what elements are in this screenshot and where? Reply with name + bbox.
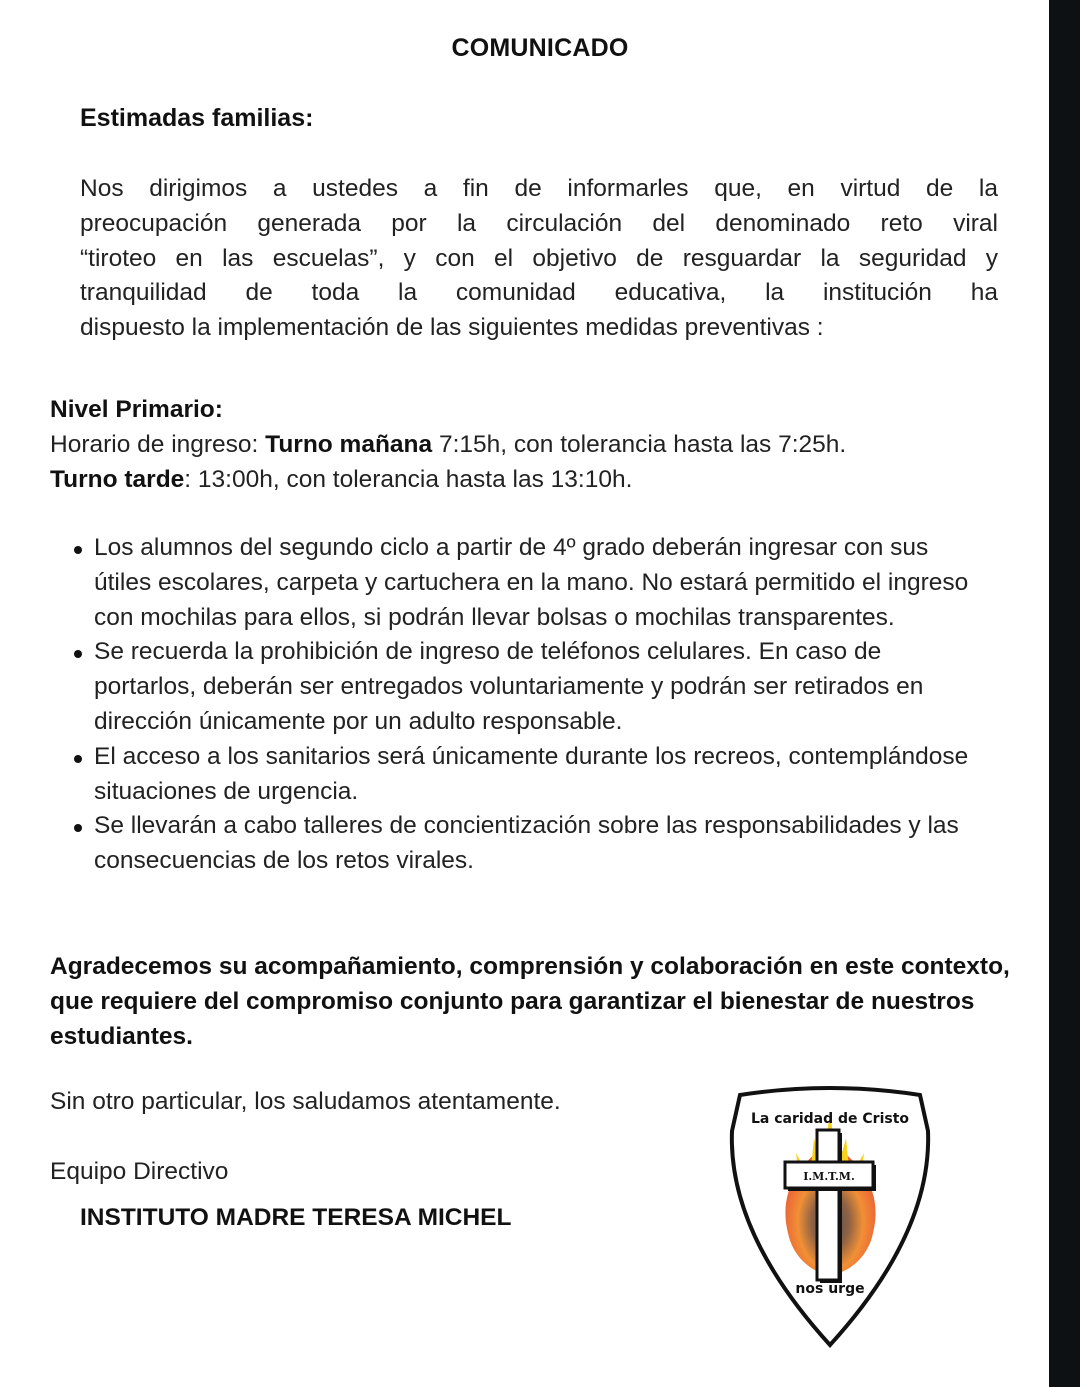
measures-list (70, 531, 980, 879)
morning-shift-text: 7:15h, con tolerancia hasta las 7:25h. (432, 431, 847, 458)
list-item-text: El acceso a los sanitarios será únicamente durante los recreos, contemplándose situaciones de urgencia. (94, 742, 969, 805)
signature-school: INSTITUTO MADRE TERESA MICHEL (80, 1204, 512, 1231)
section-heading: Nivel Primario: (50, 396, 223, 423)
list-item-text: Se llevarán a cabo talleres de concientización sobre las responsabilidades y las consecuencias de los retos virales. (94, 812, 959, 875)
schedule-line (50, 427, 1010, 462)
school-crest-logo (718, 1083, 942, 1349)
list-item (70, 531, 980, 635)
intro-line: tranquilidad de toda la comunidad educativa, la institución ha (80, 279, 998, 307)
list-item (70, 740, 980, 810)
intro-line: Nos dirigimos a ustedes a fin de informarles que, en virtud de la (80, 175, 998, 202)
intro-line: dispuesto la implementación de las siguientes medidas preventivas : (80, 314, 824, 342)
crest-initials: I.M.T.M. (803, 1170, 855, 1183)
thanks-paragraph: Agradecemos su acompañamiento, comprensión y colaboración en este contexto, que requiere del compromiso conjunto para garantizar el bienestar de nuestros estudiantes. (50, 953, 1010, 1050)
intro-paragraph (80, 172, 998, 346)
bullet-icon (74, 755, 82, 763)
bullet-icon (74, 650, 82, 658)
crest-motto-bottom: nos urge (795, 1281, 865, 1297)
crest-motto-top: La caridad de Cristo (750, 1111, 910, 1127)
schedule-label: Horario de ingreso: (50, 431, 266, 458)
afternoon-shift-label: Turno tarde (50, 466, 185, 493)
document-title: COMUNICADO (451, 34, 629, 62)
list-item (70, 635, 980, 739)
closing-line: Sin otro particular, los saludamos atentamente. (50, 1088, 561, 1115)
intro-line: “tiroteo en las escuelas”, y con el objetivo de resguardar la seguridad y (80, 244, 998, 272)
list-item-text: Los alumnos del segundo ciclo a partir de 4º grado deberán ingresar con sus útiles escolares, carpeta y cartuchera en la mano. No estará permitido el ingreso con mochilas para ellos, si podrán llevar bolsas o mochilas transparentes. (94, 534, 969, 631)
afternoon-shift-text: : 13:00h, con tolerancia hasta las 13:10h. (184, 466, 633, 493)
morning-shift-label: Turno mañana (265, 431, 433, 458)
bullet-icon (74, 546, 82, 554)
primary-level-section (50, 392, 1010, 497)
list-item-text: Se recuerda la prohibición de ingreso de teléfonos celulares. En caso de portarlos, deberán ser entregados voluntariamente y podrán ser retirados en dirección únicamente por un adulto responsable. (94, 638, 924, 735)
list-item (70, 809, 980, 879)
intro-line: preocupación generada por la circulación del denominado reto viral (80, 209, 998, 237)
signature-team: Equipo Directivo (50, 1158, 229, 1185)
dark-side-strip (1049, 0, 1080, 1387)
greeting: Estimadas familias: (80, 104, 314, 132)
bullet-icon (74, 824, 82, 832)
afternoon-line (50, 462, 1010, 497)
